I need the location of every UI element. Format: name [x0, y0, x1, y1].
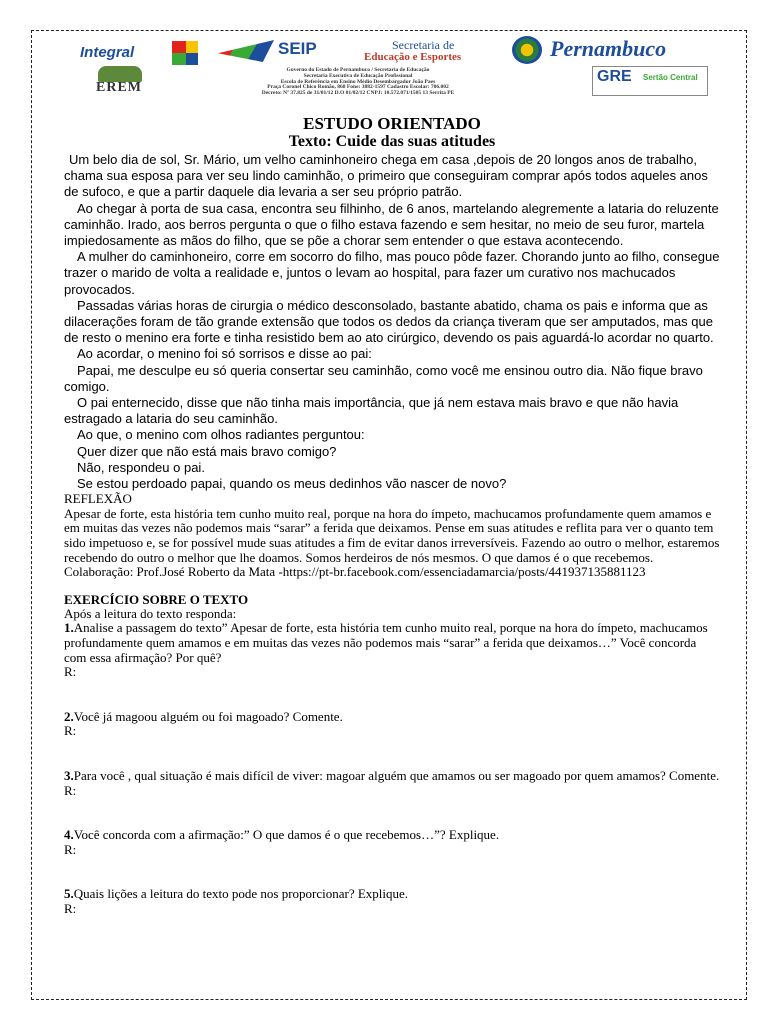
story-paragraph: Ao acordar, o menino foi só sorrisos e disse ao pai: — [77, 346, 372, 362]
text-title: Texto: Cuide das suas atitudes — [288, 133, 496, 150]
seip-logo — [218, 36, 348, 66]
story-paragraph: Papai, me desculpe eu só queria consertar seu caminhão, como você me ensinou outro dia. Não fique bravo comigo. — [64, 362, 703, 394]
question-3 — [64, 769, 720, 784]
institution-line: Secretaria Executiva de Educação Profissional — [303, 72, 413, 79]
erem-logo-text: EREM — [96, 80, 142, 95]
answer-label: R: — [64, 782, 77, 798]
seip-wing-icon — [218, 40, 274, 62]
question-number: 1. — [64, 620, 74, 636]
institution-line: Escola de Referência em Ensino Médio Desembargador João Paes — [280, 78, 436, 85]
question-text: Você já magoou alguém ou foi magoado? Comente. — [73, 708, 343, 724]
integral-logo-text: Integral — [80, 44, 135, 61]
seip-logo-text: SEIP — [278, 39, 317, 58]
seal-icon — [512, 36, 542, 64]
question-text: Analise a passagem do texto” Apesar de forte, esta história tem cunho muito real, porque na hora do ímpeto, machucamos profundamente quem amamos e em muitas das vezes não podemos mais “sarar” a ferida que deixamos…” Você concorda com essa afirmação? Por quê? — [64, 620, 708, 665]
institution-line: Governo do Estado de Pernambuco / Secretaria de Educação — [286, 67, 430, 73]
story-paragraph: O pai enternecido, disse que não tinha mais importância, que já nem estava mais bravo e que não havia estragado a lataria do seu caminhão. — [64, 395, 679, 427]
story-paragraph: A mulher do caminhoneiro, corre em socorro do filho, mas pouco pôde fazer. Chorando junto ao filho, consegue trazer o marido de volta a realidade e, juntos o levam ao hospital, para fazer um curativo nos machucados provocados. — [64, 249, 720, 297]
story-paragraph: Não, respondeu o pai. — [77, 459, 205, 475]
gre-logo-subtext: Sertão Central — [643, 73, 698, 82]
document-body — [64, 115, 720, 917]
state-seal-logo — [508, 36, 548, 66]
question-1 — [64, 621, 720, 665]
answer-label: R: — [64, 900, 77, 916]
letterhead — [64, 36, 720, 98]
gre-logo — [592, 66, 708, 96]
story-paragraph: Quer dizer que não está mais bravo comigo? — [77, 443, 337, 459]
story-paragraph: Um belo dia de sol, Sr. Mário, um velho caminhoneiro chega em casa ,depois de 20 longos anos de trabalho, chama sua esposa para ver seu lindo caminhão, o primeiro que conseguiram comprar após todos aqueles anos de sufoco, e que a partir daquele dia levaria a ser seu próprio patrão. — [64, 152, 708, 200]
question-text: Para você , qual situação é mais difícil de viver: magoar alguém que amamos ou ser magoado por quem amamos? Comente. — [73, 767, 720, 783]
question-text: Você concorda com a afirmação:” O que damos é o que recebemos…”? Explique. — [73, 827, 500, 843]
institution-info — [188, 68, 528, 97]
story-paragraph: Passadas várias horas de cirurgia o médico desconsolado, bastante abatido, chama os pais e informa que as dilacerações foram de tão grande extensão que todos os dedos da criança tiveram que ser amputados, mas que de resto o menino era forte e tinha resistido bem ao ato cirúrgico, devendo os pais aguardá-lo acordar no quarto. — [64, 297, 714, 346]
question-number: 3. — [64, 767, 74, 783]
question-2 — [64, 710, 720, 725]
reflexao-heading: REFLEXÃO — [64, 491, 132, 507]
secretaria-logo — [360, 36, 520, 66]
secretaria-line2: Educação e Esportes — [364, 51, 462, 63]
erem-logo — [84, 66, 156, 96]
answer-label: R: — [64, 723, 77, 739]
question-number: 4. — [64, 827, 74, 843]
question-4 — [64, 828, 720, 843]
institution-line: Praça Coronel Chico Romão, 868 Fone: 3882-1597 Cadastro Escolar: 706.002 — [267, 84, 449, 91]
pernambuco-logo — [550, 36, 720, 66]
gre-logo-text: GRE — [597, 68, 632, 85]
question-text: Quais lições a leitura do texto pode nos proporcionar? Explique. — [73, 886, 409, 902]
story-paragraph: Se estou perdoado papai, quando os meus dedinhos vão nascer de novo? — [77, 476, 507, 492]
institution-line: Decreto: Nº 37.825 de 31/01/12 D.O 01/02/12 CNPJ: 10.572.071/1505 13 Serrita PE — [261, 90, 455, 97]
reflexao-body: Apesar de forte, esta história tem cunho muito real, porque na hora do ímpeto, machucamos profundamente quem amamos e em muitas das vezes não podemos mais “sarar” a ferida que deixamos. Pense em suas atitudes e reflita para ver o quanto tem sido impetuoso e, se for possível mude suas atitudes a fim de evitar danos irreversíveis. Fazendo ao outro o melhor, estaremos recebendo do outro o melhor que lhe doamos. Somos herdeiros de nós mesmos. O que damos é o que recebemos. — [64, 505, 720, 565]
answer-label: R: — [64, 841, 77, 857]
question-number: 5. — [64, 886, 74, 902]
pernambuco-logo-text: Pernambuco — [550, 36, 667, 61]
credit-line: Colaboração: Prof.José Roberto da Mata -https://pt-br.facebook.com/essenciadamarcia/posts/441937135881123 — [64, 564, 646, 580]
exercise-intro: Após a leitura do texto responda: — [64, 605, 237, 621]
exercise-heading: EXERCÍCIO SOBRE O TEXTO — [64, 591, 249, 607]
story-text — [64, 152, 720, 492]
question-5 — [64, 887, 720, 902]
question-number: 2. — [64, 708, 74, 724]
answer-label: R: — [64, 664, 77, 680]
story-paragraph: Ao que, o menino com olhos radiantes perguntou: — [77, 427, 365, 443]
story-paragraph: Ao chegar à porta de sua casa, encontra seu filhinho, de 6 anos, martelando alegremente a lataria do reluzente caminhão. Irado, aos berros pergunta o que o filho estava fazendo e sem hesitar, no meio de seu furor, martela impiedosamente as mãos do filho, que se põe a chorar sem entender o que estava acontecendo. — [64, 200, 719, 249]
secretaria-line1: Secretaria de — [392, 38, 455, 52]
page-title: ESTUDO ORIENTADO — [303, 114, 481, 133]
integral-logo — [80, 38, 210, 68]
